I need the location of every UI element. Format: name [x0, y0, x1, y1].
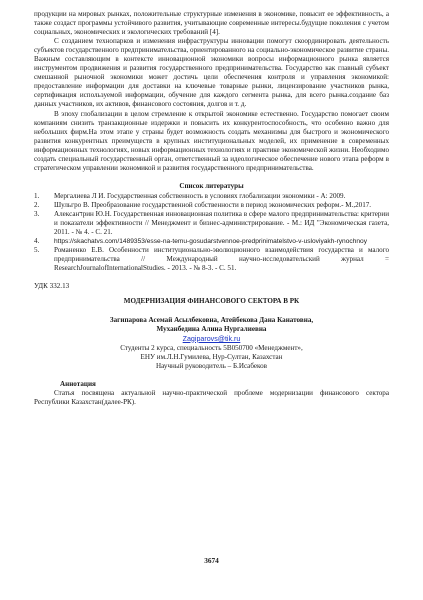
authors-line: Муханбедина Алина Нургалиевна: [156, 325, 267, 334]
abstract-heading: Аннотация: [60, 379, 96, 388]
authors-line: Загипарова Асемай Асылбековна, Атейбекова Дана Канатовна,: [109, 316, 314, 325]
reference-text: Мергалиева Л И. Государственная собственность в условиях глобализации экономики - А: 2009.: [54, 191, 346, 200]
affiliation-line: ЕНУ им.Л.Н.Гумилева, Нур-Султан, Казахстан: [140, 352, 283, 361]
reference-number: 4.: [34, 237, 40, 246]
reference-text: Алексанדрин Ю.Н. Государственная инновационная политика в сфере малого предпринимательства: критерии и показатели эффективности // Менеджмент и бизнес-администрирование. - М.: ИД "Экономическая газета, 2011. - № 4. - С. 21.: [54, 209, 389, 237]
abstract-text: Статья посвящена актуальной научно-практической проблеме модернизации финансового сектора Республики Казахстан(далее-РК).: [34, 388, 389, 406]
references-heading: Список литературы: [179, 181, 244, 190]
reference-item: [34, 210, 389, 237]
body-paragraph: В эпоху глобализации в целом стремление к открытой экономике естественно. Государство помогает своим компаниям снизить транзакционные издержки и повысить их конкурентоспособность, что особенно важно для небольших фирм.На этом этапе у страны будет возможность создать механизмы для быстрого и экономического развития конкурентных преимуществ в крупных институциональных моделей, их применение в современных информационных технологиях, новых информационных технологиях и практике экономической жизни. Необходимо создать специальный государственный орган, ответственный за идеологическое обеспечение нового этапа реформ в стратегическом управлении экономикой и развития государственного предпринимательства.: [34, 109, 389, 172]
reference-text: Шульгро В. Преобразование государственной собственности в период экономических реформ.- М.,2017.: [54, 200, 372, 209]
body-paragraph-continuation: продукции на мировых рынках, положительные структурные изменения в экономике, повысит ее эффективность, а также создаст программы устойчивого развития, учитывающие современные интересы.будущие поколения с учетом социальных, экономических и экологических требований [4].: [34, 10, 389, 37]
reference-item: [34, 201, 389, 210]
reference-item: [34, 192, 389, 201]
udk-code: УДК 332.13: [34, 282, 70, 291]
affiliation-line: Научный руководитель – Б.Исабеков: [156, 361, 267, 370]
article-title: МОДЕРНИЗАЦИЯ ФИНАНСОВОГО СЕКТОРА В РК: [123, 297, 300, 306]
reference-item: [34, 237, 389, 246]
reference-url: https://skachatvs.com/1489353/esse-na-temu-gosudarstvennoe-predprinimatelstvo-v-usloviyakh-rynochnoy: [54, 238, 367, 246]
reference-text: Романенко Е.В. Особенности институционально-эволюционного взаимодействия государства и малого предпринимательства // Международный научно-исследовательский журнал = ResearchJournalofInternationalStudies. - 2013. - № 8-3. - С. 51.: [54, 246, 389, 273]
reference-number: 3.: [34, 209, 40, 218]
reference-item: [34, 246, 389, 273]
reference-number: 2.: [34, 200, 40, 209]
body-paragraph: С созданием технопарков и изменения инфраструктуры инновации помогут скоординировать деятельность субъектов государственного предпринимательства, ориентированного на социально-экономическое развитие страны. Важным составляющим в контексте инновационной экономики вопросы информационного рынка является инструментом продвижения и развития государственного предпринимательства. Государство как главный субъект смешанной рыночной экономики может достичь цели обеспечения контроля и управления экономикой: предоставление информации для доставки на ключевые товарные рынки, лицензирование участников рынка, сертификация используемой информации, обучение для каждого сегмента рынка, для всего рынка.создание баз данных участников, их активов, финансового состояния, долгов и т. д.: [34, 37, 389, 109]
reference-number: 1.: [34, 191, 40, 200]
references-list: [34, 192, 389, 273]
page-number: 3674: [204, 556, 219, 565]
affiliation-line: Студенты 2 курса, специальность 5В050700 «Менеджмент»,: [120, 343, 303, 352]
reference-number: 5.: [34, 246, 40, 255]
author-email-link[interactable]: Zagiparovs@tik.ru: [182, 334, 241, 343]
